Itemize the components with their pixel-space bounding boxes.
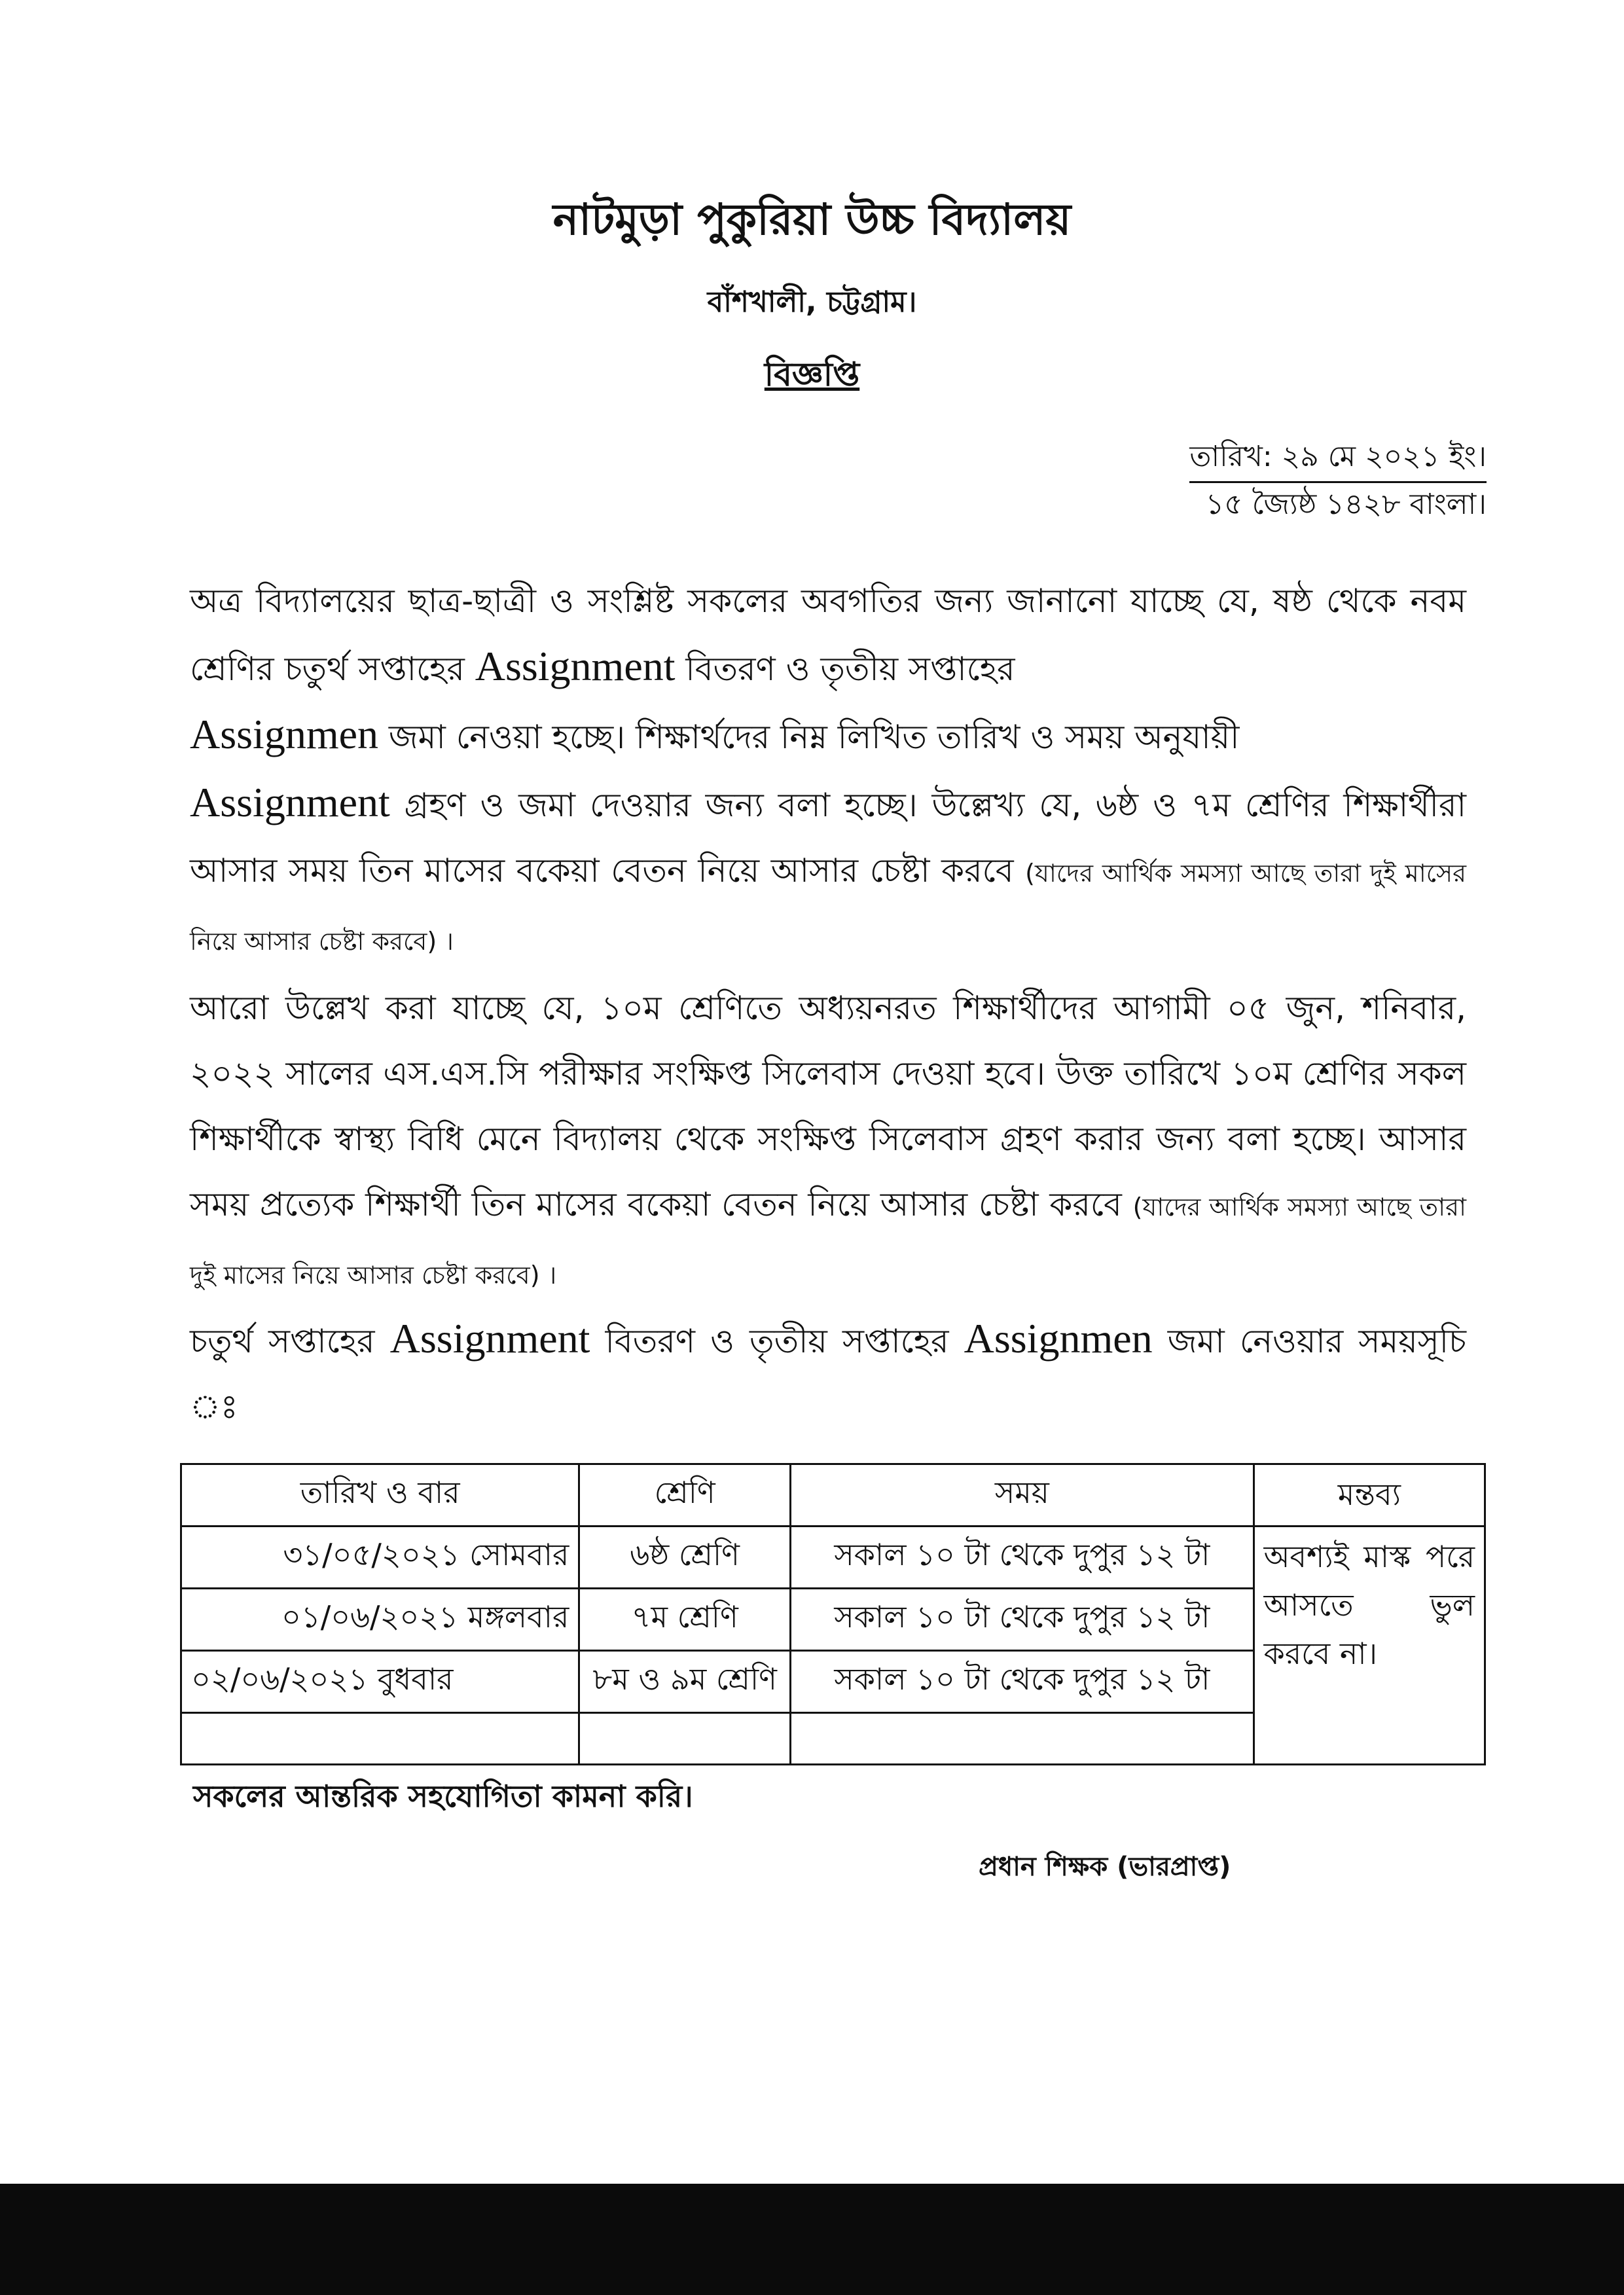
paragraph1-text-c: জমা নেওয়া হচ্ছে। শিক্ষার্থদের নিম্ন লিখিত তারিখ ও সময় অনুযায়ী: [378, 718, 1240, 756]
notice-heading: বিজ্ঞপ্তি: [764, 355, 860, 393]
remark-cell: অবশ্যই মাস্ক পরে আসতে ভুল করবে না।: [1254, 1527, 1485, 1765]
paragraph1-term3: Assignment: [190, 779, 390, 825]
paragraph3-term1: Assignment: [389, 1315, 590, 1362]
paragraph1-text-d: গ্রহণ ও জমা দেওয়ার জন্য বলা হচ্ছে। উল্লেখ্য যে, ৬ষ্ঠ ও ৭ম শ্রেণির শিক্ষার্থীরা আসার সময় তিন মাসের বকেয়া বেতন নিয়ে আসার চেষ্টা করবে: [190, 786, 1466, 890]
paragraph1-text-a: অত্র বিদ্যালয়ের ছাত্র-ছাত্রী ও সংশ্লিষ্ট সকলের অবগতির জন্য জানানো যাচ্ছে যে, ষষ্ঠ থেকে নবম শ্রেণির চতুর্থ সপ্তাহের: [190, 582, 1466, 688]
row-date: ৩১/০৫/২০২১ সোমবার: [181, 1527, 579, 1589]
row-date: ০১/০৬/২০২১ মঙ্গলবার: [181, 1589, 579, 1651]
closing-line: সকলের আন্তরিক সহযোগিতা কামনা করি।: [193, 1779, 693, 1814]
paragraph1-term1: Assignment: [475, 643, 676, 689]
row-class: ৭ম শ্রেণি: [579, 1589, 791, 1651]
signature-line: প্রধান শিক্ষক (ভারপ্রাপ্ত): [979, 1852, 1231, 1882]
scan-edge-bar: [0, 2184, 1624, 2295]
paragraph1-note: (যাদের আর্থিক সমস্যা আছে তারা দুই মাসের নিয়ে আসার চেষ্টা করবে) ।: [190, 859, 1466, 956]
paragraph2-text: আরো উল্লেখ করা যাচ্ছে যে, ১০ম শ্রেণিতে অধ্যয়নরত শিক্ষার্থীদের আগামী ০৫ জুন, শনিবার, ২০২২ সালের এস.এস.সি পরীক্ষার সংক্ষিপ্ত সিলেবাস দেওয়া হবে। উক্ত তারিখে ১০ম শ্রেণির সকল শিক্ষার্থীকে স্বাস্থ্য বিধি মেনে বিদ্যালয় থেকে সংক্ষিপ্ত সিলেবাস গ্রহণ করার জন্য বলা হচ্ছে। আসার সময় প্রত্যেক শিক্ষার্থী তিন মাসের বকেয়া বেতন নিয়ে আসার চেষ্টা করবে: [190, 989, 1466, 1223]
table-row: [181, 1527, 1485, 1589]
date-block: [1189, 435, 1487, 526]
paragraph1-term2: Assignmen: [190, 711, 378, 757]
row-time: সকাল ১০ টা থেকে দুপুর ১২ টা: [791, 1527, 1254, 1589]
row-class: ৮ম ও ৯ম শ্রেণি: [579, 1651, 791, 1713]
empty-cell: [791, 1713, 1254, 1765]
paragraph2-note: (যাদের আর্থিক সমস্যা আছে তারা দুই মাসের নিয়ে আসার চেষ্টা করবে) ।: [190, 1193, 1467, 1290]
row-date: ০২/০৬/২০২১ বুধবার: [181, 1651, 579, 1713]
paragraph3-text-c: জমা নেওয়ার সময়সূচি ঃ: [190, 1322, 1466, 1426]
paragraph1-text-b: বিতরণ ও তৃতীয় সপ্তাহের: [675, 650, 1015, 688]
header-class: শ্রেণি: [579, 1464, 791, 1527]
paragraph-assignment-notice: [190, 568, 1466, 974]
header-remark: মন্তব্য: [1254, 1464, 1485, 1527]
header-time: সময়: [791, 1464, 1254, 1527]
paragraph3-text-b: বিতরণ ও তৃতীয় সপ্তাহের: [590, 1322, 964, 1360]
row-class: ৬ষ্ঠ শ্রেণি: [579, 1527, 791, 1589]
header-date: তারিখ ও বার: [181, 1464, 579, 1527]
date-bangla: ১৫ জ্যৈষ্ঠ ১৪২৮ বাংলা।: [1205, 488, 1487, 521]
schedule-table: [180, 1463, 1486, 1765]
paragraph3-text-a: চতুর্থ সপ্তাহের: [190, 1322, 390, 1360]
school-address: বাঁশখালী, চট্টগ্রাম।: [707, 285, 917, 319]
table-header-row: [181, 1464, 1485, 1527]
paragraph-syllabus-notice: [190, 975, 1466, 1308]
date-english: তারিখ: ২৯ মে ২০২১ ইং।: [1189, 435, 1487, 483]
empty-cell: [579, 1713, 791, 1765]
paragraph-schedule-intro: [190, 1306, 1466, 1439]
empty-cell: [181, 1713, 579, 1765]
paragraph3-term2: Assignmen: [964, 1315, 1153, 1362]
school-name: নাটমুড়া পুকুরিয়া উচ্চ বিদ্যালয়: [552, 194, 1072, 245]
row-time: সকাল ১০ টা থেকে দুপুর ১২ টা: [791, 1651, 1254, 1713]
row-time: সকাল ১০ টা থেকে দুপুর ১২ টা: [791, 1589, 1254, 1651]
